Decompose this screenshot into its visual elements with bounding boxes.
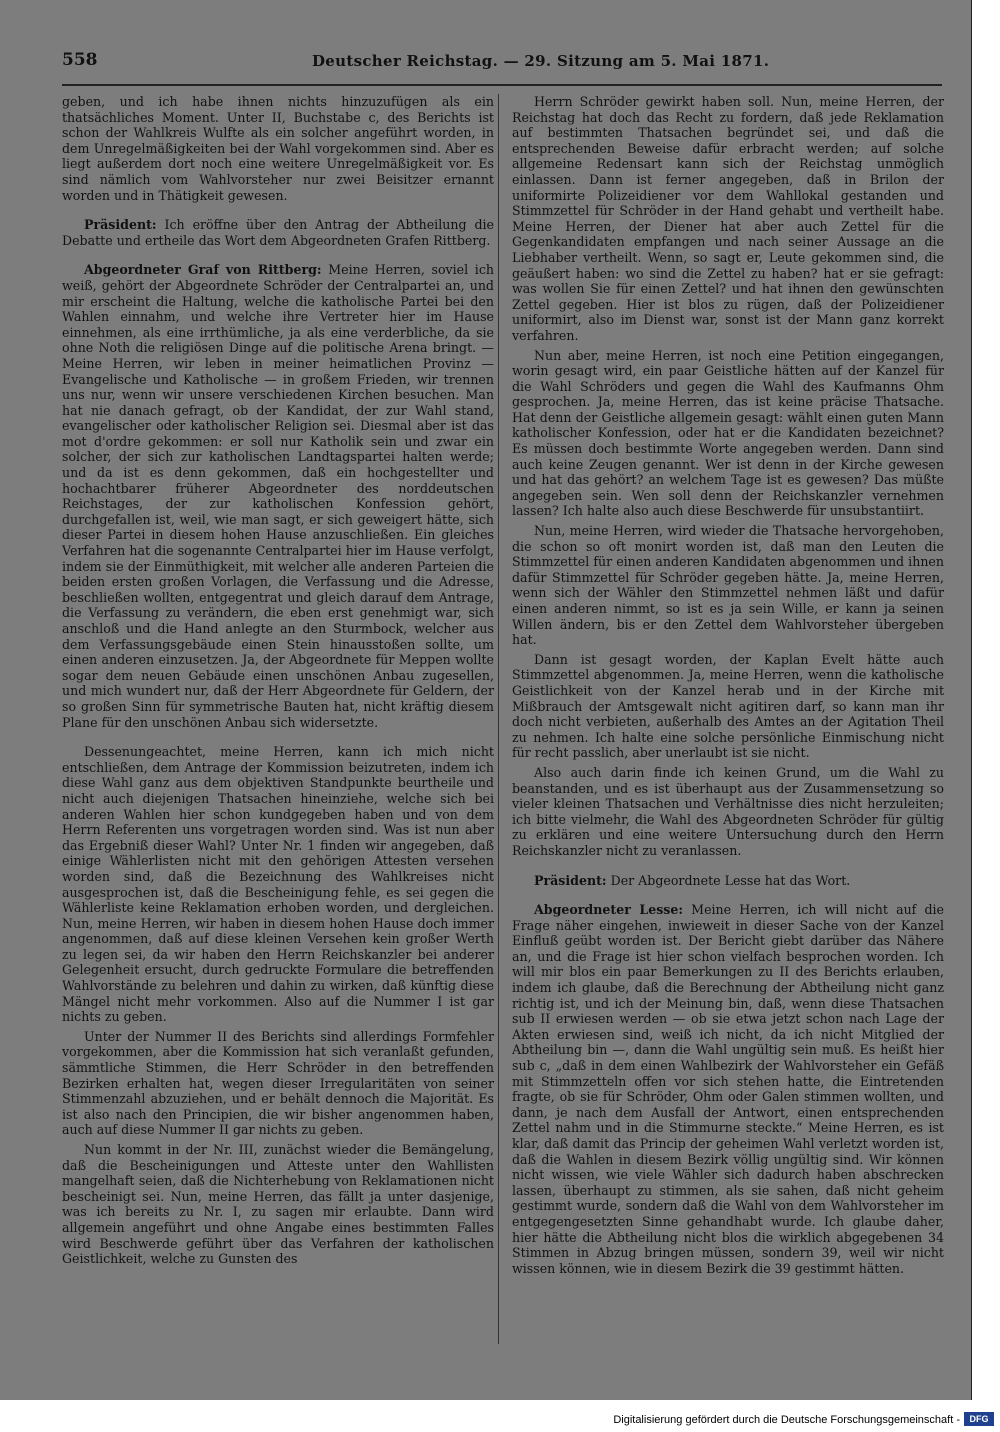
paragraph-text: Meine Herren, ich will nicht auf die Frage näher eingehen, inwieweit in dieser Sache von der Kanzel Einfluß geübt worden ist. Der Bericht giebt darüber das Nähere an, und die Frage ist hier schon vielfach besprochen worden. Ich will mir blos ein paar Bemerkungen zu II des Berichts erlauben, indem ich glaube, daß die Berechnung der Abtheilung nicht ganz richtig ist, und ich der Meinung bin, daß, wenn diese Thatsachen sub II erwiesen werden — ob sie etwa jetzt schon nach Lage der Akten erwiesen sind, weiß ich nicht, da ich nicht Mitglied der Abtheilung bin —, dann die Wahl ungültig sein muß. Es heißt hier sub c, „daß in dem einen Wahlbezirk der Wahlvorsteher ein Gefäß mit Stimmzetteln offen vor sich stehen hatte, die Eintretenden fragte, ob sie für Schröder, Ohm oder Galen stimmen wollten, und dann, je nach dem Ausfall der Antwort, einen entsprechenden Zettel nahm und in die Stimmurne steckte.“ Meine Herren, es ist klar, daß damit das Princip der geheimen Wahl verletzt worden ist, daß die Wahlen in diesem Bezirk völlig ungültig sind. Wir können nicht wissen, wie viele Wähler sich dadurch haben abschrecken lassen, überhaupt zu stimmen, als sie sahen, daß nicht geheim gestimmt wurde, sondern daß die Wahl von dem Wahlvorsteher im entgegengesetzten Sinne gehandhabt wurde. Ich glaube daher, hier hätte die Abtheilung nicht blos die wirklich abgegebenen 34 Stimmen in Abzug bringen müssen, sondern 39, weil wir nicht wissen können, wie in diesem Bezirk die 39 gestimmt hätten. — [512, 902, 944, 1276]
paragraph — [512, 652, 944, 761]
right-column — [512, 94, 944, 1290]
footer-credit: Digitalisierung gefördert durch die Deutsche Forschungsgemeinschaft - — [613, 1414, 960, 1426]
running-title: Deutscher Reichstag. — 29. Sitzung am 5. Mai 1871. — [312, 52, 770, 70]
column-divider — [498, 94, 499, 1344]
paragraph-text: Nun, meine Herren, wird wieder die Thatsache hervorgehoben, die schon so oft monirt worden ist, daß man den Leuten die Stimmzettel für einen anderen Kandidaten abgenommen und ihnen dafür Stimmzettel für Schröder gegeben hätte. Ja, meine Herren, wenn sich der Wähler den Stimmzettel nehmen läßt und dafür einen anderen nimmt, so ist es ja sein Wille, er kann ja seinen Willen ändern, bis er den Zettel dem Wahlvorsteher übergeben hat. — [512, 523, 944, 648]
paragraph — [62, 217, 494, 248]
paragraph-text: Dessenungeachtet, meine Herren, kann ich mich nicht entschließen, dem Antrage der Kommission beizutreten, indem ich diese Wahl ganz aus dem objektiven Standpunkte beurtheile und nicht auch diejenigen Thatsachen hineinziehe, welche sich bei anderen Wahlen hier schon kundgegeben haben und von dem Herrn Referenten uns vorgetragen worden sind. Was ist nun aber das Ergebniß dieser Wahl? Unter Nr. 1 finden wir angegeben, daß einige Wählerlisten nicht mit den gehörigen Attesten versehen worden sind, daß die Bezeichnung des Wahlkreises nicht ausgesprochen ist, daß die Bescheinigung fehle, es sei gegen die Wählerliste keine Reklamation erhoben worden, und dergleichen. Nun, meine Herren, wir haben in diesem hohen Hause doch immer angenommen, daß auf diese kleinen Versehen kein großer Werth zu legen sei, da wir haben den Herrn Reichskanzler bei anderer Gelegenheit ersucht, durch gedruckte Formulare die betreffenden Wahlvorstände zu belehren und dahin zu wirken, daß künftig diese Mängel nicht mehr vorkommen. Also auf die Nummer I ist gar nichts zu geben. — [62, 744, 494, 1025]
paragraph — [512, 523, 944, 648]
left-column — [62, 94, 494, 1271]
paragraph — [512, 765, 944, 859]
paragraph — [62, 94, 494, 203]
page-header — [62, 50, 942, 80]
paragraph-text: Unter der Nummer II des Berichts sind allerdings Formfehler vorgekommen, aber die Kommission hat sich veranlaßt gefunden, sämmtliche Stimmen, die Herr Schröder in den betreffenden Bezirken erhalten hat, wegen dieser Irregularitäten von seiner Stimmenzahl abzuziehen, und er behält dennoch die Majorität. Es ist also nach den Principien, die wir bisher angenommen haben, auch auf diese Nummer II gar nichts zu geben. — [62, 1028, 494, 1138]
paragraph — [62, 744, 494, 1025]
paragraph — [512, 902, 944, 1276]
paragraph — [512, 873, 944, 889]
paragraph-text: Herrn Schröder gewirkt haben soll. Nun, meine Herren, der Reichstag hat doch das Recht zu fordern, daß jede Reklamation auf bestimmten Thatsachen begründet sei, und daß die entsprechenden Beweise dafür erbracht werden; auf solche allgemeine Redensart kann sich der Reichstag unmöglich einlassen. Dann ist ferner angegeben, daß in Brilon der uniformirte Polizeidiener vor dem Wahllokal gestanden und Stimmzettel für Schröder in der Hand gehabt und vertheilt habe. Meine Herren, der Diener hat aber auch Zettel für die Gegenkandidaten empfangen und nach seiner Aussage an die Liebhaber vertheilt. Wenn, so sagt er, Leute gekommen sind, die geäußert haben: wo sind die Zettel zu haben? hat er sie gefragt: was wollen Sie für einen Zettel? und hat ihnen den gewünschten Zettel gegeben. Hier ist blos zu rügen, daß der Polizeidiener uniformirt, also im Dienst war, sonst ist der Mann ganz korrekt verfahren. — [512, 94, 944, 343]
page-edge — [972, 0, 1000, 1400]
speaker-name: Präsident: — [534, 872, 607, 888]
paragraph-text: Der Abgeordnete Lesse hat das Wort. — [610, 872, 851, 888]
digitization-footer — [0, 1400, 1000, 1432]
speaker-name: Abgeordneter Graf von Rittberg: — [84, 262, 322, 278]
speaker-name: Präsident: — [84, 217, 157, 233]
paragraph-text: Ich eröffne über den Antrag der Abtheilung die Debatte und ertheile das Wort dem Abgeordneten Grafen Rittberg. — [62, 217, 494, 248]
page-number: 558 — [62, 50, 98, 70]
paragraph-text: Meine Herren, soviel ich weiß, gehört der Abgeordnete Schröder der Centralpartei an, und mir erscheint die Haltung, welche die katholische Partei bei den Wahlen einnahm, und welche ihre Vertreter hier im Hause einnehmen, als eine irrthümliche, ja als eine verderbliche, da sie ohne Noth die religiösen Dinge auf die politische Arena bringt. — Meine Herren, wir leben in meiner heimatlichen Provinz — Evangelische und Katholische — in großem Frieden, wir trennen uns nur, wenn wir unsere verschiedenen Kirchen besuchen. Man hat nie danach gefragt, ob der Kandidat, der zur Wahl stand, evangelischer oder katholischer Religion sei. Diesmal aber ist das mot d'ordre gekommen: er soll nur Katholik sein und zwar ein solcher, der sich zur katholischen Landtagspartei halten werde; und da ist es denn gekommen, daß ein hochgestellter und hochachtbarer früherer Abgeordneter des norddeutschen Reichstages, der zur katholischen Konfession gehört, durchgefallen ist, weil, wie man sagt, er sich geweigert hätte, sich dieser Partei in diesem hohen Hause anzuschließen. Ein gleiches Verfahren hat die sogenannte Centralpartei hier im Hause verfolgt, indem sie der Einmüthigkeit, mit welcher alle anderen Parteien die beiden ersten großen Vorlagen, die Verfassung und die Adresse, beschließen wollten, entgegentrat und gleich darauf dem Antrage, die Verfassung zu verändern, die eben erst genehmigt war, sich anschloß und die Hand anlegte an den Sturmbock, welcher aus dem Verfassungsgebäude einen Stein hinausstoßen sollte, um einen anderen einzusetzen. Ja, der Abgeordnete für Meppen wollte sogar dem neuen Gebäude einen unschönen Anbau zugesellen, und mich wundert nur, daß der Herr Abgeordnete für Geldern, der so großen Sinn für symmetrische Bauten hat, nicht kräftig diesem Plane für den unschönen Anbau sich widersetzte. — [62, 262, 494, 730]
paragraph-text: geben, und ich habe ihnen nichts hinzuzufügen als ein thatsächliches Moment. Unter II, Buchstabe c, des Berichts ist schon der Wahlkreis Wulfte als ein solcher angeführt worden, in dem Unregelmäßigkeiten bei der Wahl vorgekommen sind. Aber es liegt außerdem dort noch eine weitere Unregelmäßigkeit vor. Es sind nämlich vom Wahlvorsteher nur zwei Beisitzer ernannt worden und in Thätigkeit gewesen. — [62, 94, 494, 203]
paragraph — [512, 94, 944, 344]
paragraph — [62, 1029, 494, 1138]
paragraph-text: Nun aber, meine Herren, ist noch eine Petition eingegangen, worin gesagt wird, ein paar Geistliche hätten auf der Kanzel für die Wahl Schröders und gegen die Wahl des Kaufmanns Ohm gesprochen. Ja, meine Herren, das ist keine präcise Thatsache. Hat denn der Geistliche allgemein gesagt: wählt einen guten Mann katholischer Konfession, oder hat er die Kandidaten bezeichnet? Es müssen doch bestimmte Worte angegeben werden. Dann sind auch keine Zeugen genannt. Wer ist denn in der Kirche gewesen und hat das gehört? an welchem Tage ist es gewesen? Das müßte angegeben sein. Wen soll denn der Reichskanzler vernehmen lassen? Ich halte also auch diese Beschwerde für unsubstantiirt. — [512, 347, 944, 519]
paragraph-text: Nun kommt in der Nr. III, zunächst wieder die Bemängelung, daß die Bescheinigungen und Atteste unter den Wahllisten mangelhaft seien, daß die Nichterhebung von Reklamationen nicht bescheinigt sei. Nun, meine Herren, das fällt ja unter dasjenige, was ich bereits zu Nr. I, zu sagen mir erlaubte. Dann wird allgemein angeführt und ohne Angabe eines bestimmten Falles wird Beschwerde geführt über das Verfahren der katholischen Geistlichkeit, welche zu Gunsten des — [62, 1142, 494, 1267]
paragraph-text: Also auch darin finde ich keinen Grund, um die Wahl zu beanstanden, und es ist überhaupt aus der Zusammensetzung so vieler kleinen Thatsachen und Verhältnisse dies nicht herzuleiten; ich bitte vielmehr, die Wahl des Abgeordneten Schröder für gültig zu erklären und eine weitere Untersuchung durch den Herrn Reichskanzler nicht zu veranlassen. — [512, 764, 944, 858]
header-rule — [62, 84, 942, 86]
paragraph-text: Dann ist gesagt worden, der Kaplan Evelt hätte auch Stimmzettel abgenommen. Ja, meine Herren, wenn die katholische Geistlichkeit von der Kanzel herab und in der Kirche mit Mißbrauch der Amtsgewalt nicht agitiren darf, so kann man ihr doch nicht verbieten, außerhalb des Amtes an der Agitation Theil zu nehmen. Ich halte eine solche persönliche Einmischung nicht für recht passlich, aber unerlaubt ist sie nicht. — [512, 651, 944, 761]
paragraph — [512, 348, 944, 520]
dfg-logo: DFG — [964, 1412, 994, 1426]
speaker-name: Abgeordneter Lesse: — [534, 902, 684, 918]
paragraph — [62, 262, 494, 730]
paragraph — [62, 1142, 494, 1267]
